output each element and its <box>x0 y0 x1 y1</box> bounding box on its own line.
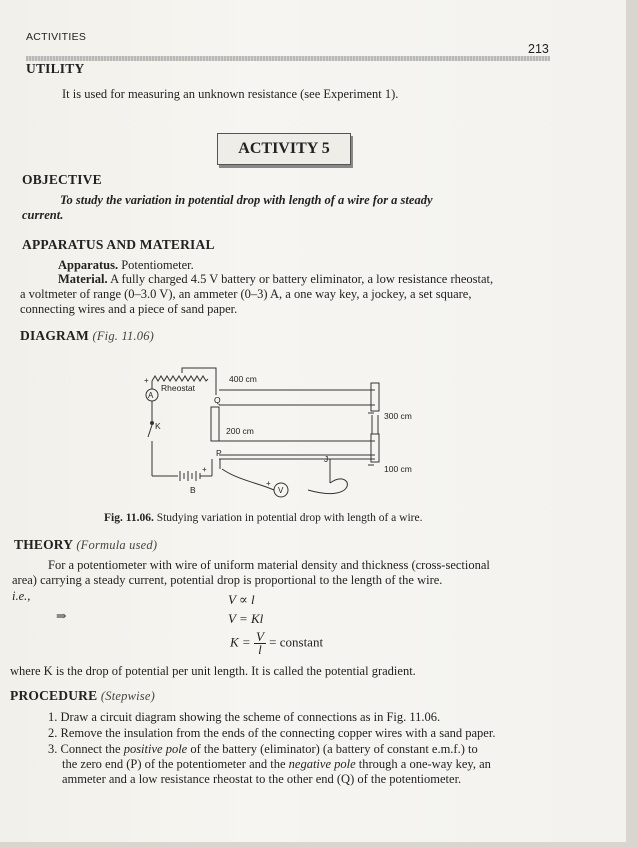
potentiometer-circuit-diagram <box>138 355 412 510</box>
material-text-1: A fully charged 4.5 V battery or battery eliminator, a low resistance rheostat, <box>107 272 494 286</box>
procedure-heading-text: PROCEDURE <box>10 688 98 703</box>
eq-k-denominator: l <box>258 642 262 657</box>
rheostat-symbol <box>152 376 208 381</box>
length-400-label: 400 cm <box>229 374 257 384</box>
activity-title-text: ACTIVITY 5 <box>238 140 330 157</box>
utility-text: It is used for measuring an unknown resistance (see Experiment 1). <box>62 87 399 101</box>
length-200-label: 200 cm <box>226 426 254 436</box>
voltmeter-plus: + <box>266 479 271 488</box>
material-line-3: connecting wires and a piece of sand paper. <box>20 302 238 316</box>
objective-line-1: To study the variation in potential drop with length of a wire for a steady <box>60 193 433 207</box>
material-line-1 <box>58 272 493 287</box>
jockey-j-label: J <box>324 454 329 464</box>
key-symbol <box>148 425 152 437</box>
step3-line2-b: through a one-way key, an <box>355 757 491 771</box>
ammeter-plus: + <box>144 376 149 385</box>
key-k-label: K <box>155 421 161 431</box>
length-100-label: 100 cm <box>384 464 412 474</box>
procedure-step-3-line-1 <box>48 742 478 757</box>
eq-k-lhs: K = <box>230 634 251 650</box>
step3-positive-pole: positive pole <box>123 742 188 756</box>
theory-line-1: For a potentiometer with wire of uniform material density and thickness (cross-sectional <box>48 558 490 572</box>
page-number: 213 <box>528 42 549 56</box>
terminal-q-label: Q <box>214 395 221 405</box>
procedure-heading-sub: (Stepwise) <box>100 689 155 703</box>
theory-ie: i.e., <box>12 589 31 603</box>
battery-b-label: B <box>190 485 196 495</box>
caption-text: Studying variation in potential drop with length of a wire. <box>153 512 423 524</box>
equation-k <box>230 631 323 656</box>
objective-line-2: current. <box>22 208 64 222</box>
running-header: ACTIVITIES <box>26 31 87 43</box>
battery-symbol <box>180 471 200 481</box>
procedure-step-2: 2. Remove the insulation from the ends of the connecting copper wires with a sand paper. <box>48 726 496 740</box>
diagram-heading <box>20 328 154 344</box>
figure-caption <box>104 512 422 524</box>
diagram-heading-text: DIAGRAM <box>20 328 89 343</box>
voltmeter-label: V <box>278 486 284 495</box>
eq-k-rhs: = constant <box>269 634 324 650</box>
length-300-label: 300 cm <box>384 411 412 421</box>
procedure-step-1: 1. Draw a circuit diagram showing the scheme of connections as in Fig. 11.06. <box>48 710 441 724</box>
procedure-step-3-line-3: ammeter and a low resistance rheostat to the other end (Q) of the potentiometer. <box>62 772 462 786</box>
eq-k-fraction <box>254 631 266 656</box>
apparatus-heading: APPARATUS AND MATERIAL <box>22 237 215 252</box>
material-label: Material. <box>58 272 108 286</box>
utility-heading: UTILITY <box>26 61 85 76</box>
procedure-step-3-line-2 <box>62 757 491 772</box>
procedure-heading <box>10 688 155 704</box>
step3-negative-pole: negative pole <box>288 757 356 771</box>
material-line-2: a voltmeter of range (0–3.0 V), an ammeter (0–3) A, a one way key, a jockey, a set square, <box>20 287 472 301</box>
activity-title <box>217 133 351 165</box>
step3-line2-a: the zero end (P) of the potentiometer and the <box>62 757 289 771</box>
header-rule <box>26 56 550 61</box>
equation-v-kl: V = Kl <box>228 611 264 626</box>
battery-plus: + <box>202 465 207 474</box>
theory-line-2: area) carrying a steady current, potential drop is proportional to the length of the wire. <box>12 573 443 587</box>
rheostat-label: Rheostat <box>161 383 196 393</box>
apparatus-text: Potentiometer. <box>118 258 194 272</box>
step3-text-a: 3. Connect the <box>48 742 124 756</box>
equation-proportional: V ∝ l <box>228 592 255 607</box>
ammeter-label: A <box>148 391 154 400</box>
apparatus-line <box>58 258 194 273</box>
apparatus-label: Apparatus. <box>58 258 119 272</box>
objective-heading: OBJECTIVE <box>22 172 102 187</box>
eq-k-numerator: V <box>255 629 264 644</box>
diagram-heading-sub: (Fig. 11.06) <box>92 329 155 343</box>
terminal-p-label: P <box>216 448 222 458</box>
theory-heading-text: THEORY <box>14 537 73 552</box>
caption-label: Fig. 11.06. <box>104 512 154 524</box>
implies-arrow: ⇒ <box>56 609 67 623</box>
step3-text-b: of the battery (eliminator) (a battery of constant e.m.f.) to <box>187 742 478 756</box>
theory-heading <box>14 537 157 553</box>
theory-heading-sub: (Formula used) <box>76 538 158 552</box>
theory-where: where K is the drop of potential per unit length. It is called the potential gradient. <box>10 664 416 678</box>
